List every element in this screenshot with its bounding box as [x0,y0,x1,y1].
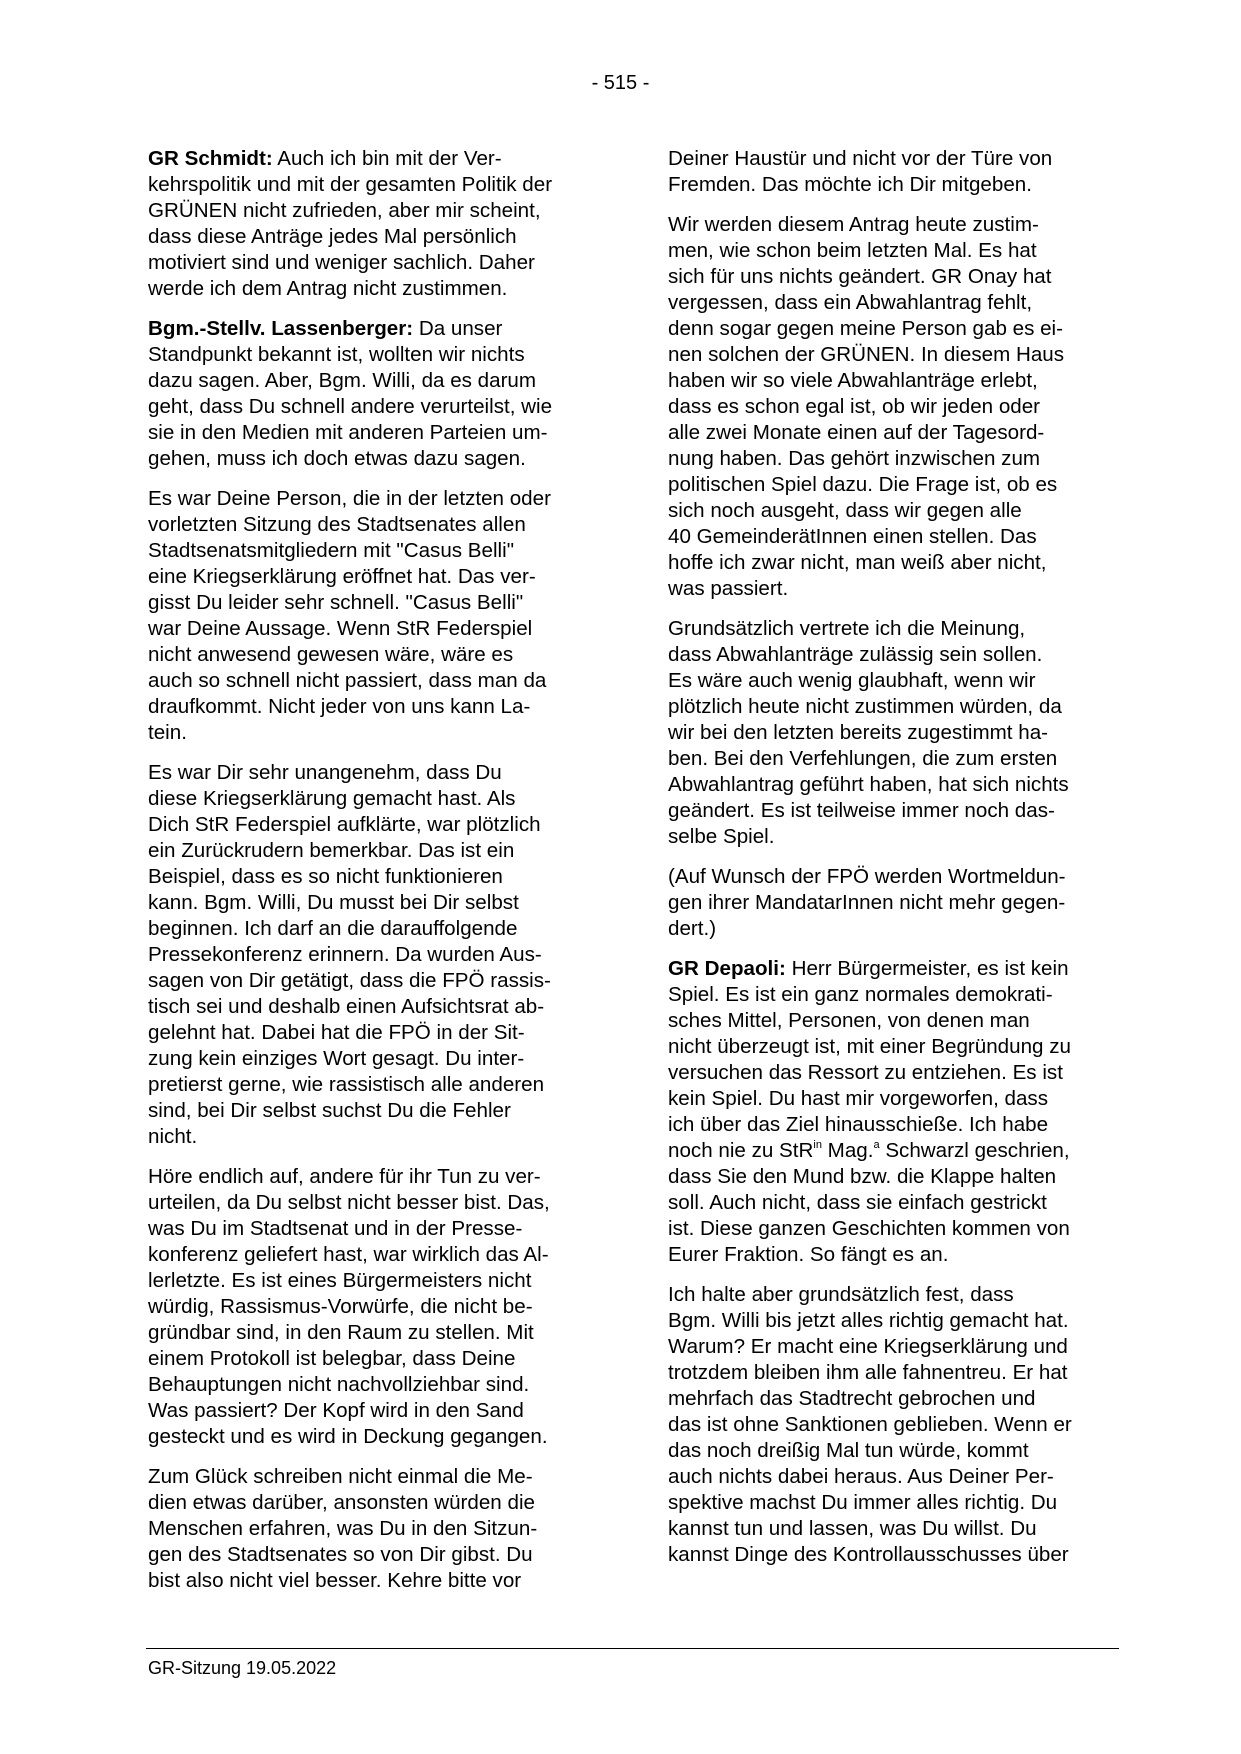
text-line [148,616,590,642]
text-line [668,172,1110,198]
text-line [148,1490,590,1516]
line-text: plötzlich heute nicht zustimmen würden, da [668,695,1062,718]
text-line [148,1398,590,1424]
line-text: vorletzten Sitzung des Stadtsenates allen [148,513,526,536]
line-text: Ich halte aber grundsätzlich fest, dass [668,1283,1014,1306]
text-line [668,290,1110,316]
line-text: urteilen, da Du selbst nicht besser bist. Das, [148,1191,550,1214]
right-column [668,146,1110,1582]
line-text: was Du im Stadtsenat und in der Presse- [148,1217,523,1240]
text-line [148,786,590,812]
text-line [668,420,1110,446]
paragraph [668,616,1110,850]
text-line [148,812,590,838]
line-text: draufkommt. Nicht jeder von uns kann La- [148,695,531,718]
line-text: 40 GemeinderätInnen einen stellen. Das [668,525,1037,548]
text-line [668,316,1110,342]
line-text: sagen von Dir getätigt, dass die FPÖ rassis- [148,969,551,992]
line-text: Mag. [821,1139,874,1162]
text-line [668,824,1110,850]
line-text: haben wir so viele Abwahlanträge erlebt, [668,369,1038,392]
superscript: a [873,1139,880,1151]
text-line [148,198,590,224]
text-line [148,838,590,864]
line-text: gelehnt hat. Dabei hat die FPÖ in der Sit- [148,1021,525,1044]
line-text: Es war Dir sehr unangenehm, dass Du [148,761,502,784]
text-line [668,1438,1110,1464]
line-text: motiviert sind und weniger sachlich. Daher [148,251,535,274]
line-text: ben. Bei den Verfehlungen, die zum ersten [668,747,1058,770]
line-text: dass diese Anträge jedes Mal persönlich [148,225,517,248]
text-line [148,590,590,616]
paragraph [148,486,590,746]
line-text: gen ihrer MandatarInnen nicht mehr gegen- [668,891,1066,914]
line-text: gehen, muss ich doch etwas dazu sagen. [148,447,526,470]
text-line [668,1086,1110,1112]
text-line [668,368,1110,394]
line-text: Schwarzl geschrien, [879,1139,1070,1162]
text-line [148,1164,590,1190]
line-text: gisst Du leider sehr schnell. "Casus Belli" [148,591,524,614]
text-line [148,1216,590,1242]
line-text: noch nie zu StR [668,1139,814,1162]
line-text: würdig, Rassismus-Vorwürfe, die nicht be- [148,1295,533,1318]
line-text: geht, dass Du schnell andere verurteilst, wie [148,395,553,418]
line-text: was passiert. [668,577,789,600]
text-line [668,1190,1110,1216]
text-line [148,564,590,590]
text-line [668,212,1110,238]
text-line [148,250,590,276]
line-text: das ist ohne Sanktionen geblieben. Wenn er [668,1413,1072,1436]
speaker-name: GR Schmidt: [148,147,273,170]
line-text: auch so schnell nicht passiert, dass man da [148,669,547,692]
line-text: Standpunkt bekannt ist, wollten wir nichts [148,343,525,366]
text-line [668,1412,1110,1438]
line-text: alle zwei Monate einen auf der Tagesord- [668,421,1045,444]
text-line [668,1490,1110,1516]
text-line [148,968,590,994]
text-line [148,1568,590,1594]
line-text: kann. Bgm. Willi, Du musst bei Dir selbst [148,891,519,914]
line-text: Es wäre auch wenig glaubhaft, wenn wir [668,669,1036,692]
text-line [148,446,590,472]
line-text: Fremden. Das möchte ich Dir mitgeben. [668,173,1032,196]
line-text: dert.) [668,917,717,940]
line-text: geändert. Es ist teilweise immer noch das- [668,799,1055,822]
line-text: nung haben. Das gehört inzwischen zum [668,447,1041,470]
line-text: Höre endlich auf, andere für ihr Tun zu ver- [148,1165,541,1188]
line-text: Pressekonferenz erinnern. Da wurden Aus- [148,943,542,966]
text-line [148,420,590,446]
text-line [668,616,1110,642]
text-line [668,1112,1110,1138]
line-text: (Auf Wunsch der FPÖ werden Wortmeldun- [668,865,1066,888]
line-text: politischen Spiel dazu. Die Frage ist, ob es [668,473,1058,496]
text-line [148,1320,590,1346]
line-text: vergessen, dass ein Abwahlantrag fehlt, [668,291,1033,314]
text-line [148,394,590,420]
text-line [148,864,590,890]
text-line [148,1516,590,1542]
text-line [668,472,1110,498]
line-text: versuchen das Ressort zu entziehen. Es ist [668,1061,1063,1084]
line-text: dass es schon egal ist, ob wir jeden oder [668,395,1041,418]
paragraph [148,1164,590,1450]
paragraph [148,146,590,302]
line-text: beginnen. Ich darf an die darauffolgende [148,917,518,940]
paragraph [148,316,590,472]
text-line [668,1516,1110,1542]
line-text: GRÜNEN nicht zufrieden, aber mir scheint, [148,199,541,222]
text-line [148,224,590,250]
text-line [148,342,590,368]
line-text: pretierst gerne, wie rassistisch alle anderen [148,1073,545,1096]
text-line [668,1308,1110,1334]
text-line [668,550,1110,576]
text-line [668,146,1110,172]
line-text: nicht überzeugt ist, mit einer Begründung zu [668,1035,1071,1058]
line-text: ist. Diese ganzen Geschichten kommen von [668,1217,1070,1240]
text-line [148,942,590,968]
line-text: sie in den Medien mit anderen Parteien um- [148,421,548,444]
line-text: gesteckt und es wird in Deckung gegangen. [148,1425,548,1448]
text-line [668,1386,1110,1412]
text-line [148,890,590,916]
text-line [148,486,590,512]
text-line [148,642,590,668]
text-line [668,446,1110,472]
text-line [668,1164,1110,1190]
line-text: konferenz geliefert hast, war wirklich das Al- [148,1243,549,1266]
text-line [668,668,1110,694]
text-line [148,1020,590,1046]
line-text: Dich StR Federspiel aufklärte, war plötzlich [148,813,541,836]
line-text: denn sogar gegen meine Person gab es ei- [668,317,1063,340]
text-line [148,1046,590,1072]
line-text: men, wie schon beim letzten Mal. Es hat [668,239,1037,262]
line-text: das noch dreißig Mal tun würde, kommt [668,1439,1029,1462]
line-text: dazu sagen. Aber, Bgm. Willi, da es darum [148,369,537,392]
line-text: eine Kriegserklärung eröffnet hat. Das ver- [148,565,536,588]
line-text: sich noch ausgeht, dass wir gegen alle [668,499,1022,522]
line-text: kehrspolitik und mit der gesamten Politik der [148,173,553,196]
superscript: in [813,1139,822,1151]
text-line [668,238,1110,264]
line-text: Behauptungen nicht nachvollziehbar sind. [148,1373,530,1396]
line-text: gründbar sind, in den Raum zu stellen. Mit [148,1321,534,1344]
line-text: sches Mittel, Personen, von denen man [668,1009,1030,1032]
line-text: dien etwas darüber, ansonsten würden die [148,1491,535,1514]
line-text: spektive machst Du immer alles richtig. Du [668,1491,1058,1514]
text-line [668,1138,1110,1164]
line-text: Herr Bürgermeister, es ist kein [785,957,1069,980]
text-line [148,1190,590,1216]
line-text: soll. Auch nicht, dass sie einfach gestrickt [668,1191,1047,1214]
line-text: Abwahlantrag geführt haben, hat sich nichts [668,773,1069,796]
text-line [148,668,590,694]
text-line [668,394,1110,420]
line-text: bist also nicht viel besser. Kehre bitte vor [148,1569,522,1592]
text-line [148,720,590,746]
text-line [668,864,1110,890]
line-text: Deiner Haustür und nicht vor der Türe von [668,147,1053,170]
footer-session-date: GR-Sitzung 19.05.2022 [148,1658,337,1678]
line-text: tein. [148,721,187,744]
line-text: auch nichts dabei heraus. Aus Deiner Per- [668,1465,1054,1488]
line-text: Zum Glück schreiben nicht einmal die Me- [148,1465,533,1488]
text-line [668,1464,1110,1490]
line-text: nen solchen der GRÜNEN. In diesem Haus [668,343,1065,366]
line-text: ich über das Ziel hinausschieße. Ich habe [668,1113,1049,1136]
footer-divider [146,1648,1119,1649]
line-text: nicht anwesend gewesen wäre, wäre es [148,643,514,666]
speaker-name: Bgm.-Stellv. Lassenberger: [148,317,414,340]
line-text: Warum? Er macht eine Kriegserklärung und [668,1335,1068,1358]
text-line [148,1294,590,1320]
text-line [148,538,590,564]
line-text: Beispiel, dass es so nicht funktionieren [148,865,503,888]
left-column [148,146,590,1608]
text-line [148,1542,590,1568]
text-line [668,720,1110,746]
speaker-name: GR Depaoli: [668,957,786,980]
text-line [148,1242,590,1268]
text-line [668,982,1110,1008]
text-line [668,1282,1110,1308]
text-line [668,772,1110,798]
text-line [148,994,590,1020]
line-text: wir bei den letzten bereits zugestimmt ha- [668,721,1049,744]
line-text: Grundsätzlich vertrete ich die Meinung, [668,617,1026,640]
text-line [148,1464,590,1490]
line-text: diese Kriegserklärung gemacht hast. Als [148,787,516,810]
line-text: Es war Deine Person, die in der letzten oder [148,487,551,510]
text-line [148,316,590,342]
text-line [148,1346,590,1372]
text-line [668,916,1110,942]
text-line [148,1372,590,1398]
line-text: hoffe ich zwar nicht, man weiß aber nicht, [668,551,1047,574]
text-line [668,1242,1110,1268]
text-line [668,1034,1110,1060]
text-line [668,1008,1110,1034]
line-text: sich für uns nichts geändert. GR Onay hat [668,265,1052,288]
page-number: - 515 - [591,72,650,94]
line-text: sind, bei Dir selbst suchst Du die Fehler [148,1099,511,1122]
line-text: Stadtsenatsmitgliedern mit "Casus Belli" [148,539,515,562]
text-line [668,1334,1110,1360]
line-text: werde ich dem Antrag nicht zustimmen. [148,277,508,300]
line-text: nicht. [148,1125,198,1148]
line-text: kein Spiel. Du hast mir vorgeworfen, dass [668,1087,1049,1110]
paragraph [148,760,590,1150]
text-line [668,1216,1110,1242]
line-text: Bgm. Willi bis jetzt alles richtig gemacht hat. [668,1309,1069,1332]
text-line [668,798,1110,824]
line-text: Menschen erfahren, was Du in den Sitzun- [148,1517,538,1540]
line-text: zung kein einziges Wort gesagt. Du inter- [148,1047,525,1070]
text-line [668,694,1110,720]
line-text: selbe Spiel. [668,825,775,848]
line-text: Auch ich bin mit der Ver- [272,147,502,170]
paragraph [668,956,1110,1268]
line-text: einem Protokoll ist belegbar, dass Deine [148,1347,516,1370]
line-text: war Deine Aussage. Wenn StR Federspiel [148,617,533,640]
text-line [148,172,590,198]
text-line [668,1542,1110,1568]
text-line [668,1360,1110,1386]
text-line [148,1268,590,1294]
text-line [148,916,590,942]
paragraph [668,212,1110,602]
line-text: Da unser [413,317,503,340]
text-line [148,512,590,538]
line-text: mehrfach das Stadtrecht gebrochen und [668,1387,1036,1410]
line-text: gen des Stadtsenates so von Dir gibst. Du [148,1543,533,1566]
text-line [148,760,590,786]
paragraph [668,146,1110,198]
line-text: ein Zurückrudern bemerkbar. Das ist ein [148,839,515,862]
text-line [668,498,1110,524]
text-line [668,264,1110,290]
line-text: Eurer Fraktion. So fängt es an. [668,1243,949,1266]
line-text: lerletzte. Es ist eines Bürgermeisters nicht [148,1269,532,1292]
text-line [668,342,1110,368]
line-text: trotzdem bleiben ihm alle fahnentreu. Er hat [668,1361,1068,1384]
paragraph [148,1464,590,1594]
text-line [148,1098,590,1124]
text-line [668,746,1110,772]
line-text: kannst tun und lassen, was Du willst. Du [668,1517,1037,1540]
text-line [668,642,1110,668]
text-line [668,524,1110,550]
line-text: dass Sie den Mund bzw. die Klappe halten [668,1165,1057,1188]
line-text: Spiel. Es ist ein ganz normales demokrati- [668,983,1053,1006]
text-line [148,146,590,172]
paragraph [668,1282,1110,1568]
text-line [148,276,590,302]
text-line [148,1424,590,1450]
text-line [148,1072,590,1098]
line-text: dass Abwahlanträge zulässig sein sollen. [668,643,1043,666]
text-line [668,576,1110,602]
line-text: Wir werden diesem Antrag heute zustim- [668,213,1039,236]
line-text: kannst Dinge des Kontrollausschusses über [668,1543,1069,1566]
text-line [148,1124,590,1150]
text-line [148,368,590,394]
line-text: tisch sei und deshalb einen Aufsichtsrat ab- [148,995,545,1018]
line-text: Was passiert? Der Kopf wird in den Sand [148,1399,524,1422]
paragraph [668,864,1110,942]
text-line [668,1060,1110,1086]
text-line [148,694,590,720]
text-line [668,890,1110,916]
text-line [668,956,1110,982]
